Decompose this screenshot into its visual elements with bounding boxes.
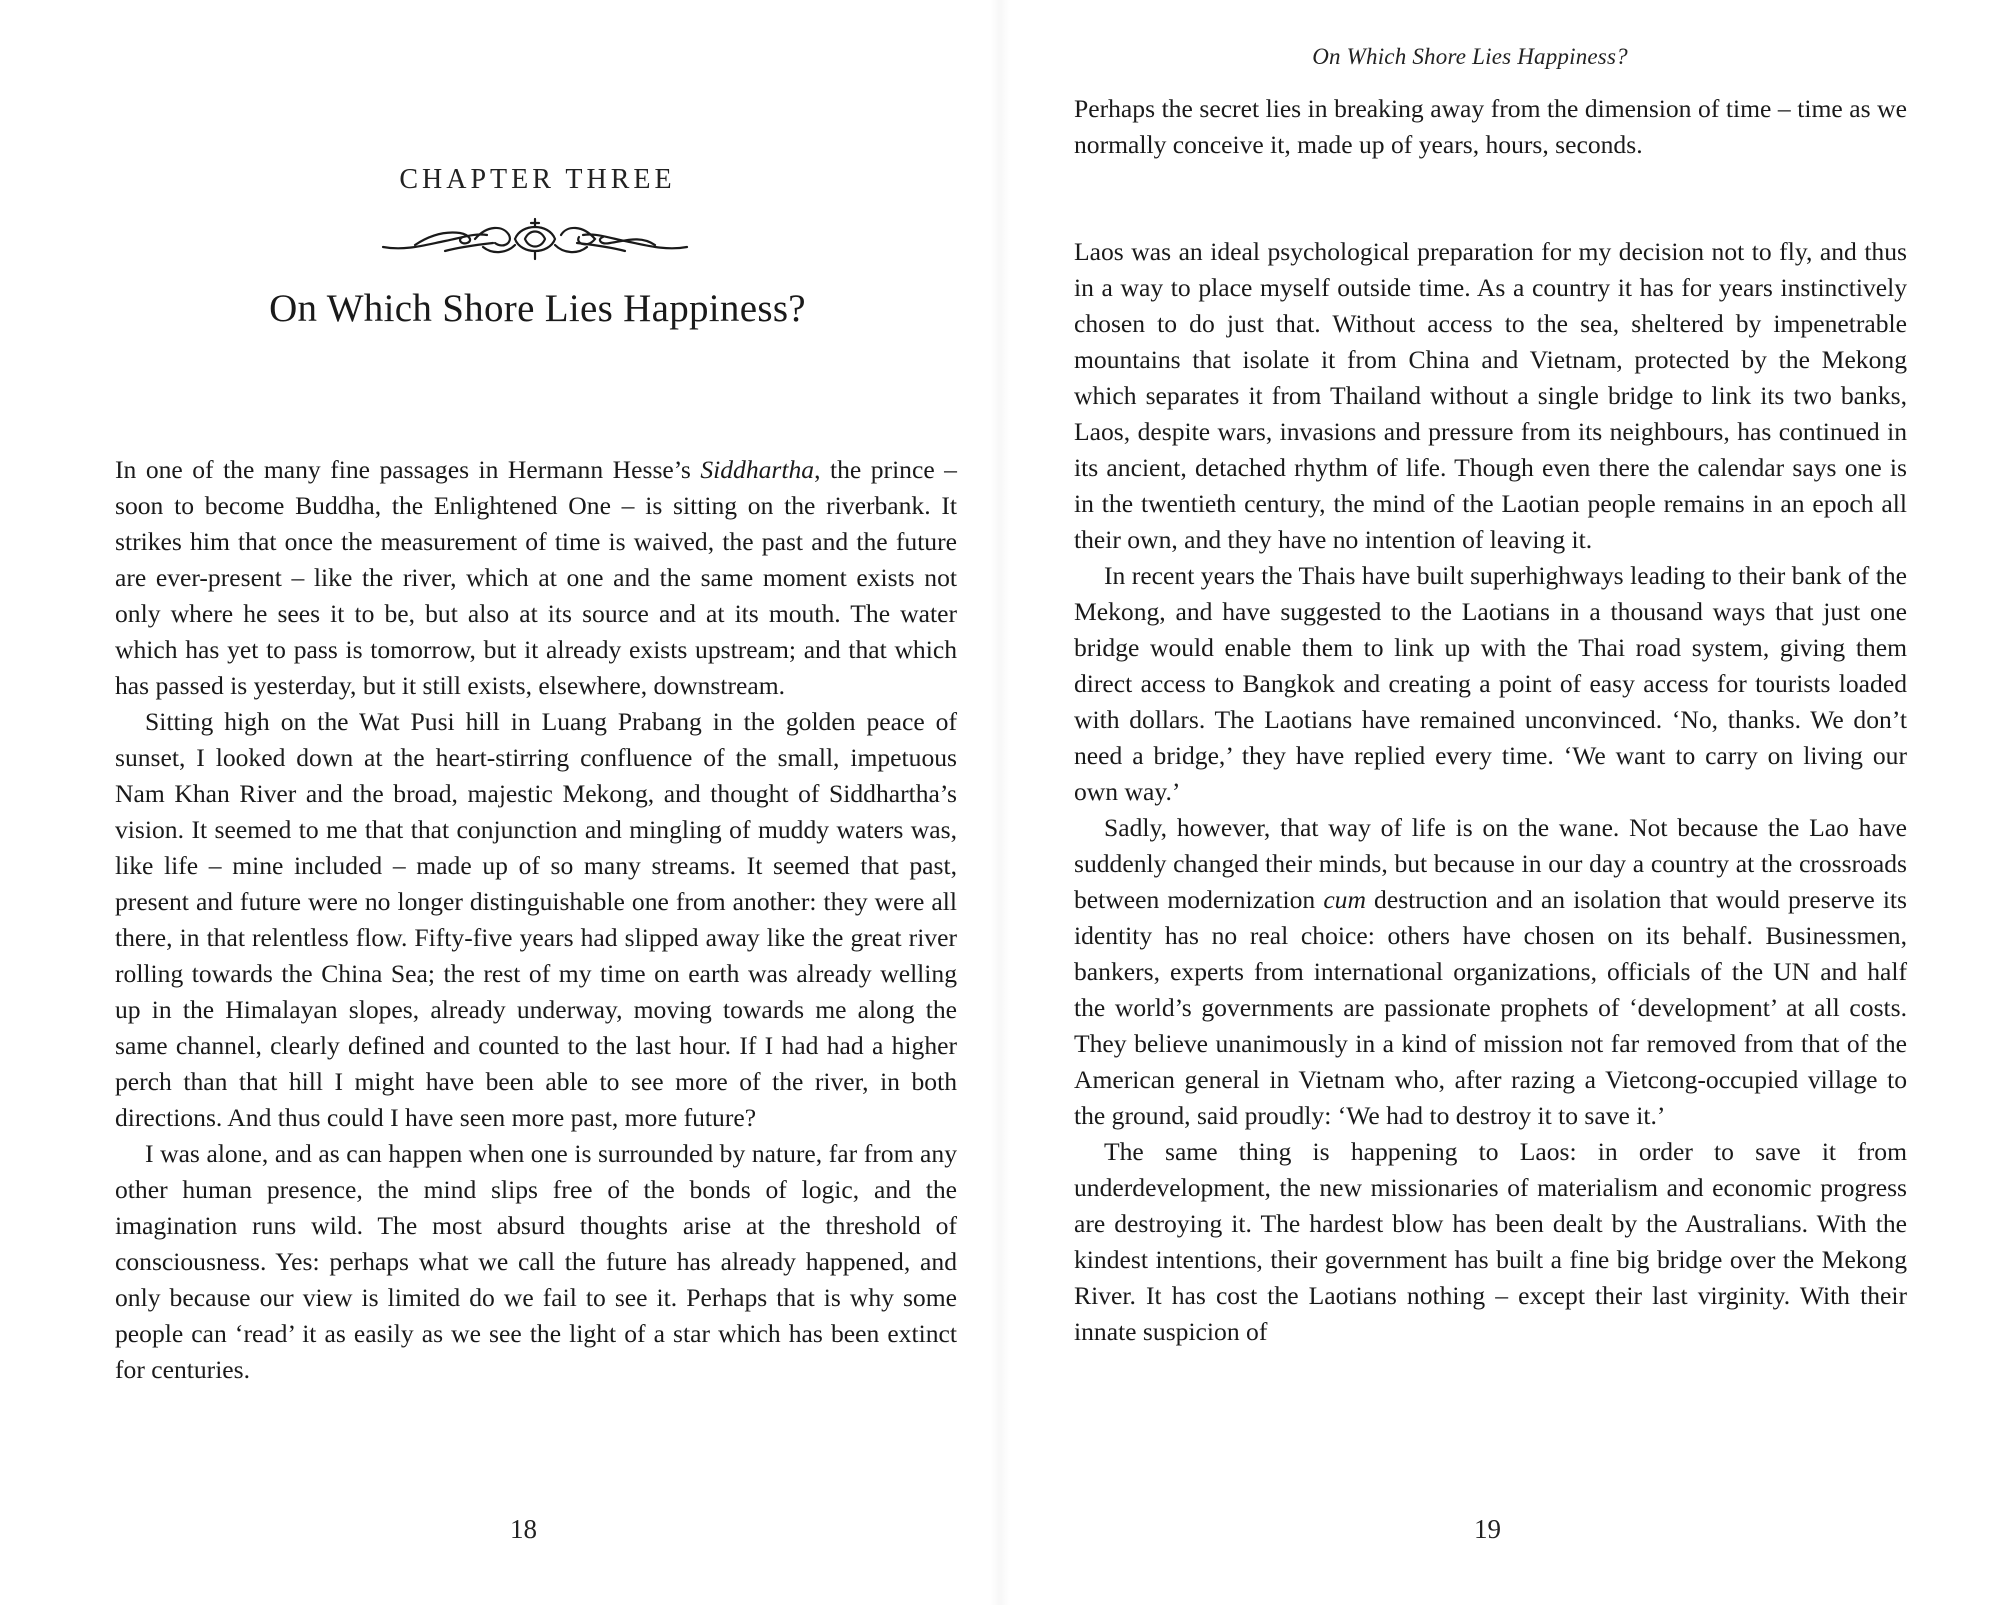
right-top-text <box>1074 91 1907 163</box>
running-head: On Which Shore Lies Happiness? <box>1312 44 1628 69</box>
paragraph: The same thing is happening to Laos: in order to save it from underdevelopment, the new missionaries of materialism and economic progress are destroying it. The hardest blow has been dealt by the Australians. With the kindest intentions, their government has built a fine big bridge over the Mekong River. It has cost the Laotians nothing – except their last virginity. With their innate suspicion of <box>1074 1137 1907 1346</box>
paragraph: In recent years the Thais have built superhighways leading to their bank of the Mekong, and have suggested to the Laotians in a thousand ways that just one bridge would enable them to link up with the Thai road system, giving them direct access to Bangkok and creating a point of easy access for tourists loaded with dollars. The Laotians have remained unconvinced. ‘No, thanks. We don’t need a bridge,’ they have replied every time. ‘We want to carry on living our own way.’ <box>1074 561 1907 806</box>
paragraph <box>1074 810 1907 1134</box>
chapter-title: On Which Shore Lies Happiness? <box>269 287 806 330</box>
paragraph-text: In one of the many fine passages in Hermann Hesse’s <box>115 455 701 484</box>
paragraph: I was alone, and as can happen when one is surrounded by nature, far from any other human presence, the mind slips free of the bonds of logic, and the imagination runs wild. The most absurd thoughts arise at the threshold of consciousness. Yes: perhaps what we call the future has already happened, and only because our view is limited do we fail to see it. Perhaps that is why some people can ‘read’ it as easily as we see the light of a star which has been extinct for centuries. <box>115 1139 957 1384</box>
scroll-flourish-icon <box>375 215 695 263</box>
left-body-text <box>115 452 957 1388</box>
page-number: 19 <box>1474 1514 1501 1544</box>
paragraph: Laos was an ideal psychological preparation for my decision not to fly, and thus in a way to place myself outside time. As a country it has for years instinctively chosen to do just that. Without access to the sea, sheltered by impenetrable mountains that isolate it from China and Vietnam, protected by the Mekong which separates it from Thailand without a single bridge to link its two banks, Laos, despite wars, invasions and pressure from its neighbours, has continued in its ancient, detached rhythm of life. Though even there the calendar says one is in the twentieth century, the mind of the Laotian people remains in an epoch all their own, and they have no intention of leaving it. <box>1074 237 1907 554</box>
right-body-text <box>1074 234 1907 1350</box>
chapter-label: CHAPTER THREE <box>399 164 676 195</box>
book-gutter <box>990 0 1010 1605</box>
book-title-italic: Siddhartha <box>700 455 815 484</box>
page-number: 18 <box>510 1514 537 1544</box>
paragraph-text: destruction and an isolation that would preserve its identity has no real choice: others have chosen on its behalf. Businessmen, bankers, experts from international organizations, officials of the UN and half the world’s governments are passionate prophets of ‘development’ at all costs. They believe unanimously in a kind of mission not far removed from that of the American general in Vietnam who, after razing a Vietcong-occupied village to the ground, said proudly: ‘We had to destroy it to save it.’ <box>1074 885 1907 1130</box>
paragraph-text: Sadly, however, that way of life is on the wane. Not because the Lao have suddenly changed their minds, but because in our day a country at the crossroads between modernization <box>1074 813 1907 914</box>
paragraph: Sitting high on the Wat Pusi hill in Luang Prabang in the golden peace of sunset, I looked down at the heart-stirring confluence of the small, impetuous Nam Khan River and the broad, majestic Mekong, and thought of Siddhartha’s vision. It seemed to me that that conjunction and mingling of muddy waters was, like life – mine included – made up of so many streams. It seemed that past, present and future were no longer distinguishable one from another: they were all there, in that relentless flow. Fifty-five years had slipped away like the great river rolling towards the China Sea; the rest of my time on earth was already welling up in the Himalayan slopes, already underway, moving towards me along the same channel, clearly defined and counted to the last hour. If I had had a higher perch than that hill I might have been able to see more of the river, in both directions. And thus could I have seen more past, more future? <box>115 707 957 1132</box>
paragraph-text: , the prince – soon to become Buddha, the Enlightened One – is sitting on the riverbank. It strikes him that once the measurement of time is waived, the past and the future are ever-present – like the river, which at one and the same moment exists not only where he sees it to be, but also at its source and at its mouth. The water which has yet to pass is tomorrow, but it already exists upstream; and that which has passed is yesterday, but it still exists, elsewhere, downstream. <box>115 455 957 700</box>
right-page <box>1000 0 2000 1605</box>
paragraph: Perhaps the secret lies in breaking away from the dimension of time – time as we normally conceive it, made up of years, hours, seconds. <box>1074 94 1907 159</box>
paragraph <box>115 452 957 704</box>
latin-italic: cum <box>1323 885 1366 914</box>
